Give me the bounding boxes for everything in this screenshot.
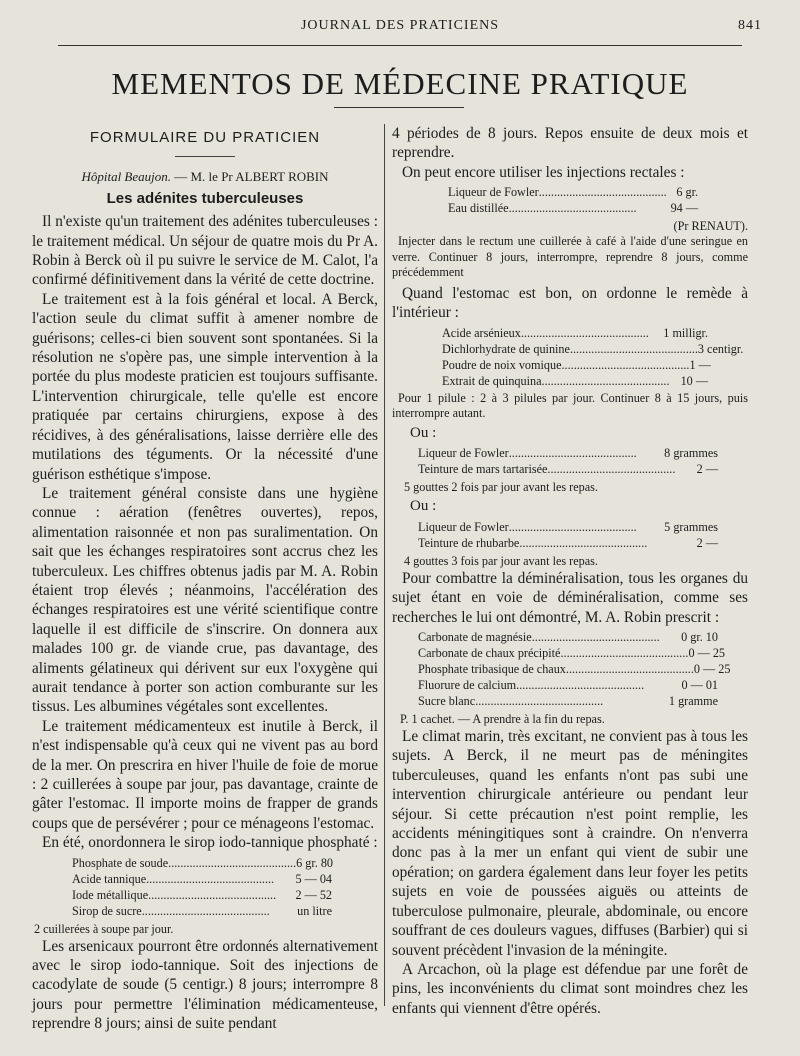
ingredient-qty: 3 centigr. — [697, 341, 744, 356]
ingredient-qty: 0 — 25 — [688, 646, 725, 661]
prescription-note: Pour 1 pilule : 2 à 3 pilules par jour. Continuer 8 à 15 jours, puis interrompre autant. — [392, 390, 748, 421]
prescription-note: 4 gouttes 3 fois par jour avant les repas. — [404, 553, 598, 568]
ingredient-qty: 5 grammes — [664, 519, 718, 534]
alternative-label: Ou : — [410, 498, 437, 515]
ingredient-name: Poudre de noix vomique — [442, 357, 562, 372]
byline-author: — M. le Pr ALBERT ROBIN — [171, 169, 329, 185]
byline-hospital: Hôpital Beaujon. — [81, 169, 171, 185]
prescription-demineralisation — [418, 629, 731, 709]
ingredient-qty: 10 — — [680, 373, 708, 388]
prescription-row: Phosphate de soude .......................................... 6 gr. 80 — [72, 855, 334, 870]
ingredient-qty: 0 — 01 — [681, 678, 718, 693]
article-subhead: Les adénites tuberculeuses — [106, 189, 304, 207]
prescription-row: Liqueur de Fowler .......................................... 8 grammes — [418, 446, 718, 461]
paragraph: Le traitement est à la fois général et local. A Berck, l'action seule du climat suffit à amener nombre de guérisons; celles-ci bien souvent sont spontanées. Si la résolution ne s'opère pas, une simple intervention à la portée du plus modeste praticien est toujours suffisante. L'intervention chirurgicale, telle qu'elle est encore pratiquée par certains chirurgiens, expose à des récidives, à des généralisations, laisse derrière elle des mutilations des téguments. Or la nécessité d'une guérison esthétique s'impose. — [32, 290, 378, 483]
prescription-row: Carbonate de chaux précipité .......................................... 0 — 25 — [418, 646, 725, 661]
ingredient-qty: 2 — 52 — [295, 887, 332, 902]
ingredient-name: Eau distillée — [448, 201, 509, 216]
paragraph: Pour combattre la déminéralisation, tous les organes du sujet étant en voie de déminéralisation, comme ses recherches le lui ont démontré, M. A. Robin prescrit : — [392, 569, 748, 626]
ingredient-name: Carbonate de magnésie — [418, 630, 532, 645]
paragraph: 4 périodes de 8 jours. Repos ensuite de deux mois et reprendre. — [392, 125, 748, 162]
paragraph: Le traitement général consiste dans une hygiène connue : aération (fenêtres ouvertes), repos, alimentation raisonnée et non pas suralimentation. On sait que les échanges respiratoires sont accrus chez les tuberculeux. Les chiffres obtenus jadis par M. A. Robin étaient trop élevés ; néanmoins, l'accélération des échanges respiratoires est une vérité scientifique contre laquelle il est difficile de s'inscrire. On donnera aux malades 100 gr. de viande crue, pas davantage, des aliments gélatineux qui dérivent sur eux l'oxygène qui aurait tendance à porter son action comburante sur les tissus. Les albumines végétales sont excellentes. — [32, 484, 378, 716]
ingredient-name: Iode métallique — [72, 887, 149, 902]
title-rule — [334, 107, 464, 108]
ingredient-qty: 6 gr. 80 — [296, 855, 334, 870]
prescription-pilule — [442, 325, 744, 389]
ingredient-qty: 94 — — [670, 201, 698, 216]
ingredient-qty: 0 gr. 10 — [681, 630, 718, 645]
ingredient-qty: un litre — [297, 903, 332, 918]
section-rule — [175, 156, 235, 157]
ingredient-name: Liqueur de Fowler — [448, 185, 539, 200]
ingredient-name: Phosphate de soude — [72, 855, 169, 870]
ingredient-name: Phosphate tribasique de chaux — [418, 662, 566, 677]
ingredient-name: Carbonate de chaux précipité — [418, 646, 561, 661]
prescription-row: Sirop de sucre .......................................... un litre — [72, 903, 332, 918]
ingredient-name: Acide arsénieux — [442, 325, 521, 340]
prescription-row: Sucre blanc .......................................... 1 gramme — [418, 694, 718, 709]
ingredient-name: Teinture de rhubarbe — [418, 535, 520, 550]
ingredient-qty: 2 — — [696, 535, 718, 550]
ingredient-name: Fluorure de calcium — [418, 678, 517, 693]
prescription-row: Poudre de noix vomique .......................................... 1 — — [442, 357, 711, 372]
prescription-row: Acide arsénieux .......................................... 1 milligr. — [442, 325, 708, 340]
paragraph: Les arsenicaux pourront être ordonnés alternativement avec le sirop iodo-tannique. Soit des injections de cacodylate de soude (5 centigr.) 8 jours; interrompre 8 jours pour permettre l'élimination médicamenteuse, reprendre 8 jours; ainsi de suite pendant — [32, 937, 378, 1033]
prescription-alternative-1 — [418, 445, 718, 477]
ingredient-qty: 2 — — [696, 462, 718, 477]
prescription-injection — [448, 184, 698, 216]
ingredient-name: Sirop de sucre — [72, 903, 142, 918]
ingredient-qty: 1 — — [689, 357, 711, 372]
column-divider — [384, 124, 385, 1006]
ingredient-name: Teinture de mars tartarisée — [418, 462, 548, 477]
ingredient-qty: 6 gr. — [676, 185, 698, 200]
section-title: FORMULAIRE DU PRATICIEN — [89, 129, 321, 146]
prescription-sirop — [72, 855, 332, 919]
prescription-row: Liqueur de Fowler .......................................... 6 gr. — [448, 185, 698, 200]
alternative-label: Ou : — [410, 425, 437, 441]
prescription-author: (Pr RENAUT). — [673, 219, 748, 234]
paragraph: En été, onordonnera le sirop iodo-tannique phosphaté : — [42, 834, 378, 852]
small-paragraph: Injecter dans le rectum une cuillerée à café à l'aide d'une seringue en verre. Continuer 8 jours, interrompre, reprendre 8 jours, comme précédemment — [392, 234, 748, 280]
header-rule — [58, 45, 742, 46]
paragraph: A Arcachon, où la plage est défendue par une forêt de pins, les inconvénients du climat sont moindres chez les enfants qui viennent d'être opérés. — [392, 960, 748, 1017]
prescription-note: 5 gouttes 2 fois par jour avant les repas. — [404, 480, 598, 495]
prescription-row: Liqueur de Fowler .......................................... 5 grammes — [418, 519, 718, 534]
paragraph: Il n'existe qu'un traitement des adénites tuberculeuses : le traitement médical. Un séjour de quatre mois du Pr A. Robin à Berck où il pu suivre le service de M. Calot, l'a confirmé définitivement dans la vérité de cette doctrine. — [32, 213, 378, 289]
running-head — [0, 18, 800, 40]
ingredient-name: Extrait de quinquina — [442, 373, 542, 388]
prescription-note: 2 cuillerées à soupe par jour. — [34, 921, 174, 936]
prescription-row: Phosphate tribasique de chaux .......................................... 0 — 25 — [418, 662, 731, 677]
ingredient-qty: 5 — 04 — [295, 871, 332, 886]
left-column — [32, 124, 378, 1034]
byline — [32, 167, 378, 186]
ingredient-qty: 1 milligr. — [663, 325, 708, 340]
ingredient-name: Sucre blanc — [418, 694, 476, 709]
prescription-row: Dichlorhydrate de quinine .......................................... 3 centigr. — [442, 341, 744, 356]
paragraph: Le climat marin, très excitant, ne convient pas à tous les sujets. A Berck, il ne meurt pas de méningites tuberculeuses, quand les enfants n'ont pas subi une intervention chirurgicale antérieure ou pendant leur séjour. Si cette précaution n'est point remplie, les accidents méningitiques sont à craindre. On n'enverra donc pas à la mer un enfant qui vient de subir une opération; on gardera également dans leur foyer les petits sujets en voie de poussées aiguës ou atteints de tuberculose pulmonaire, pleurale, abdominale, ou encore souffrant de ces douleurs vagues, diffuses (Barbier) qui si souvent précèdent l'invasion de la méningite. — [392, 728, 748, 959]
prescription-row: Teinture de rhubarbe .......................................... 2 — — [418, 535, 718, 550]
right-column — [392, 124, 748, 1018]
journal-title: JOURNAL DES PRATICIENS — [300, 18, 500, 33]
prescription-row: Teinture de mars tartarisée .......................................... 2 — — [418, 462, 718, 477]
ingredient-name: Liqueur de Fowler — [418, 446, 509, 461]
ingredient-name: Liqueur de Fowler — [418, 519, 509, 534]
ingredient-qty: 0 — 25 — [693, 662, 731, 677]
page-title: MEMENTOS DE MÉDECINE PRATIQUE — [111, 66, 689, 101]
ingredient-qty: 1 gramme — [668, 694, 718, 709]
paragraph: On peut encore utiliser les injections rectales : — [402, 163, 685, 181]
prescription-row: Extrait de quinquina .......................................... 10 — — [442, 373, 708, 388]
prescription-row: Acide tannique .......................................... 5 — 04 — [72, 871, 332, 886]
paragraph: Le traitement médicamenteux est inutile à Berck, il n'est indispensable qu'à ceux qui ne vivent pas au bord de la mer. On prescrira en hiver l'huile de foie de morue : 2 cuillerées à soupe par jour, pas davantage, crainte de gâter l'estomac. Il importe moins de frapper de grands coups que de persévérer ; pour ce ménageons l'estomac. — [32, 717, 378, 832]
page-number: 841 — [738, 18, 762, 33]
prescription-row: Fluorure de calcium .......................................... 0 — 01 — [418, 678, 718, 693]
prescription-alternative-2 — [418, 519, 718, 551]
paragraph: Quand l'estomac est bon, on ordonne le remède à l'intérieur : — [392, 285, 748, 322]
ingredient-qty: 8 grammes — [664, 446, 718, 461]
ingredient-name: Acide tannique — [72, 871, 147, 886]
prescription-row: Iode métallique .......................................... 2 — 52 — [72, 887, 332, 902]
prescription-note: P. 1 cachet. — A prendre à la fin du repas. — [400, 712, 605, 727]
prescription-row: Carbonate de magnésie .......................................... 0 gr. 10 — [418, 630, 718, 645]
ingredient-name: Dichlorhydrate de quinine — [442, 341, 570, 356]
prescription-row: Eau distillée .......................................... 94 — — [448, 201, 698, 216]
